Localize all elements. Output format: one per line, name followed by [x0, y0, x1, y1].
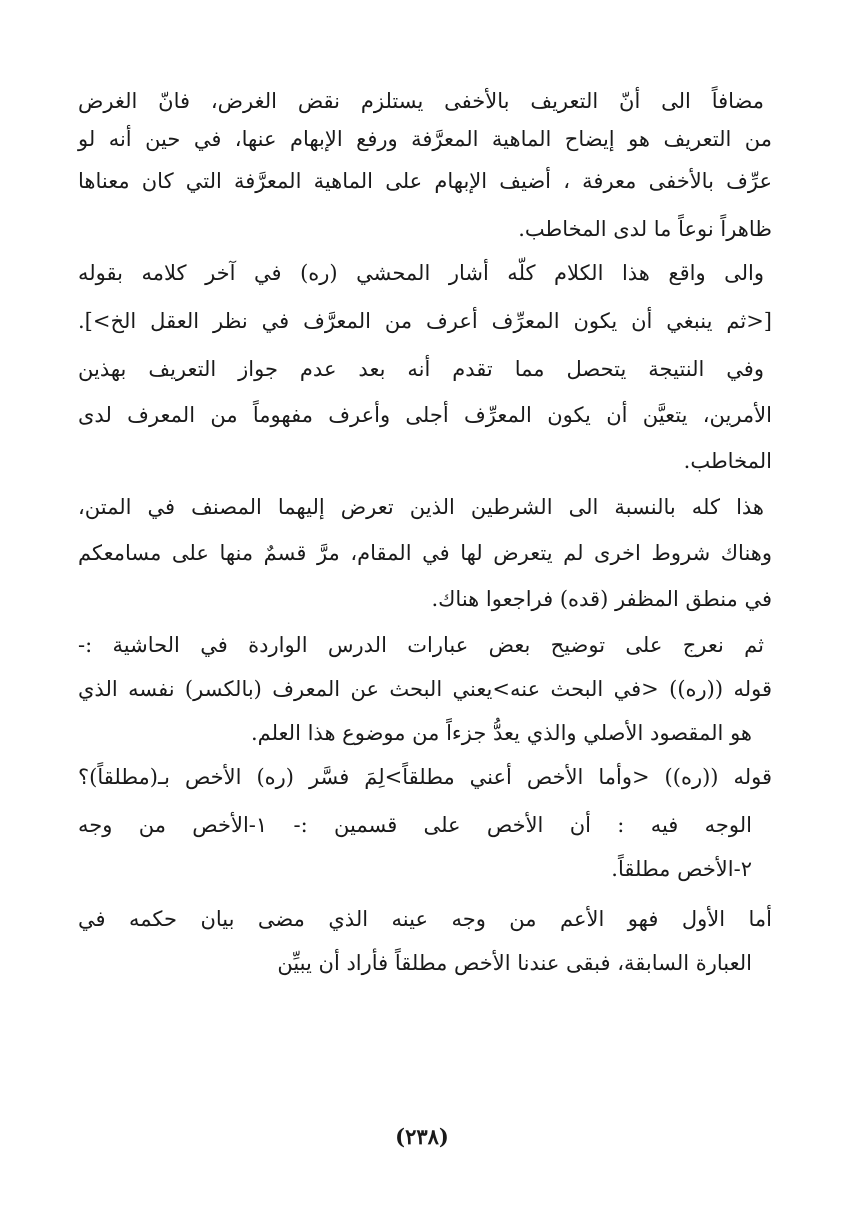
text-line: هذا كله بالنسبة الى الشرطين الذين تعرض إليهما المصنف في المتن،	[78, 495, 764, 519]
text-line: ثم نعرج على توضيح بعض عبارات الدرس الواردة في الحاشية :-	[78, 633, 764, 657]
text-line: أما الأول فهو الأعم من وجه عينه الذي مضى بيان حكمه في	[78, 907, 772, 931]
text-line: وفي النتيجة يتحصل مما تقدم أنه بعد عدم جواز التعريف بهذين	[78, 357, 764, 381]
text-line: ٢-الأخص مطلقاً.	[611, 857, 752, 881]
text-line: في منطق المظفر (قده) فراجعوا هناك.	[431, 587, 772, 611]
text-line: والى واقع هذا الكلام كلّه أشار المحشي (ره) في آخر كلامه بقوله	[78, 261, 764, 285]
text-line: عرِّف بالأخفى معرفة ، أضيف الإبهام على الماهية المعرَّفة التي كان معناها	[78, 169, 772, 193]
text-line: [<ثم ينبغي أن يكون المعرِّف أعرف من المعرَّف في نظر العقل الخ>].	[78, 309, 772, 333]
text-line: الوجه فيه : أن الأخص على قسمين :- ١-الأخص من وجه	[78, 813, 752, 837]
text-line: هو المقصود الأصلي والذي يعدُّ جزءاً من موضوع هذا العلم.	[250, 721, 752, 745]
text-line: من التعريف هو إيضاح الماهية المعرَّفة ورفع الإبهام عنها، في حين أنه لو	[78, 127, 772, 151]
text-line: قوله ((ره)) <في البحث عنه>يعني البحث عن المعرف (بالكسر) نفسه الذي	[78, 677, 772, 701]
text-line: ظاهراً نوعاً ما لدى المخاطب.	[518, 217, 772, 241]
text-line: وهناك شروط اخرى لم يتعرض لها في المقام، مرَّ قسمٌ منها على مسامعكم	[78, 541, 772, 565]
text-line: المخاطب.	[683, 449, 772, 473]
text-line: قوله ((ره)) <وأما الأخص أعني مطلقاً>لِمَ فسَّر (ره) الأخص بـ(مطلقاً)؟	[78, 765, 772, 789]
text-line: مضافاً الى أنّ التعريف بالأخفى يستلزم نقض الغرض، فانّ الغرض	[78, 89, 764, 113]
page-number: (٢٣٨)	[395, 1124, 449, 1149]
text-line: الأمرين، يتعيَّن أن يكون المعرِّف أجلى وأعرف مفهوماً من المعرف لدى	[78, 403, 772, 427]
text-line: العبارة السابقة، فبقى عندنا الأخص مطلقاً فأراد أن يبيِّن	[277, 951, 752, 975]
